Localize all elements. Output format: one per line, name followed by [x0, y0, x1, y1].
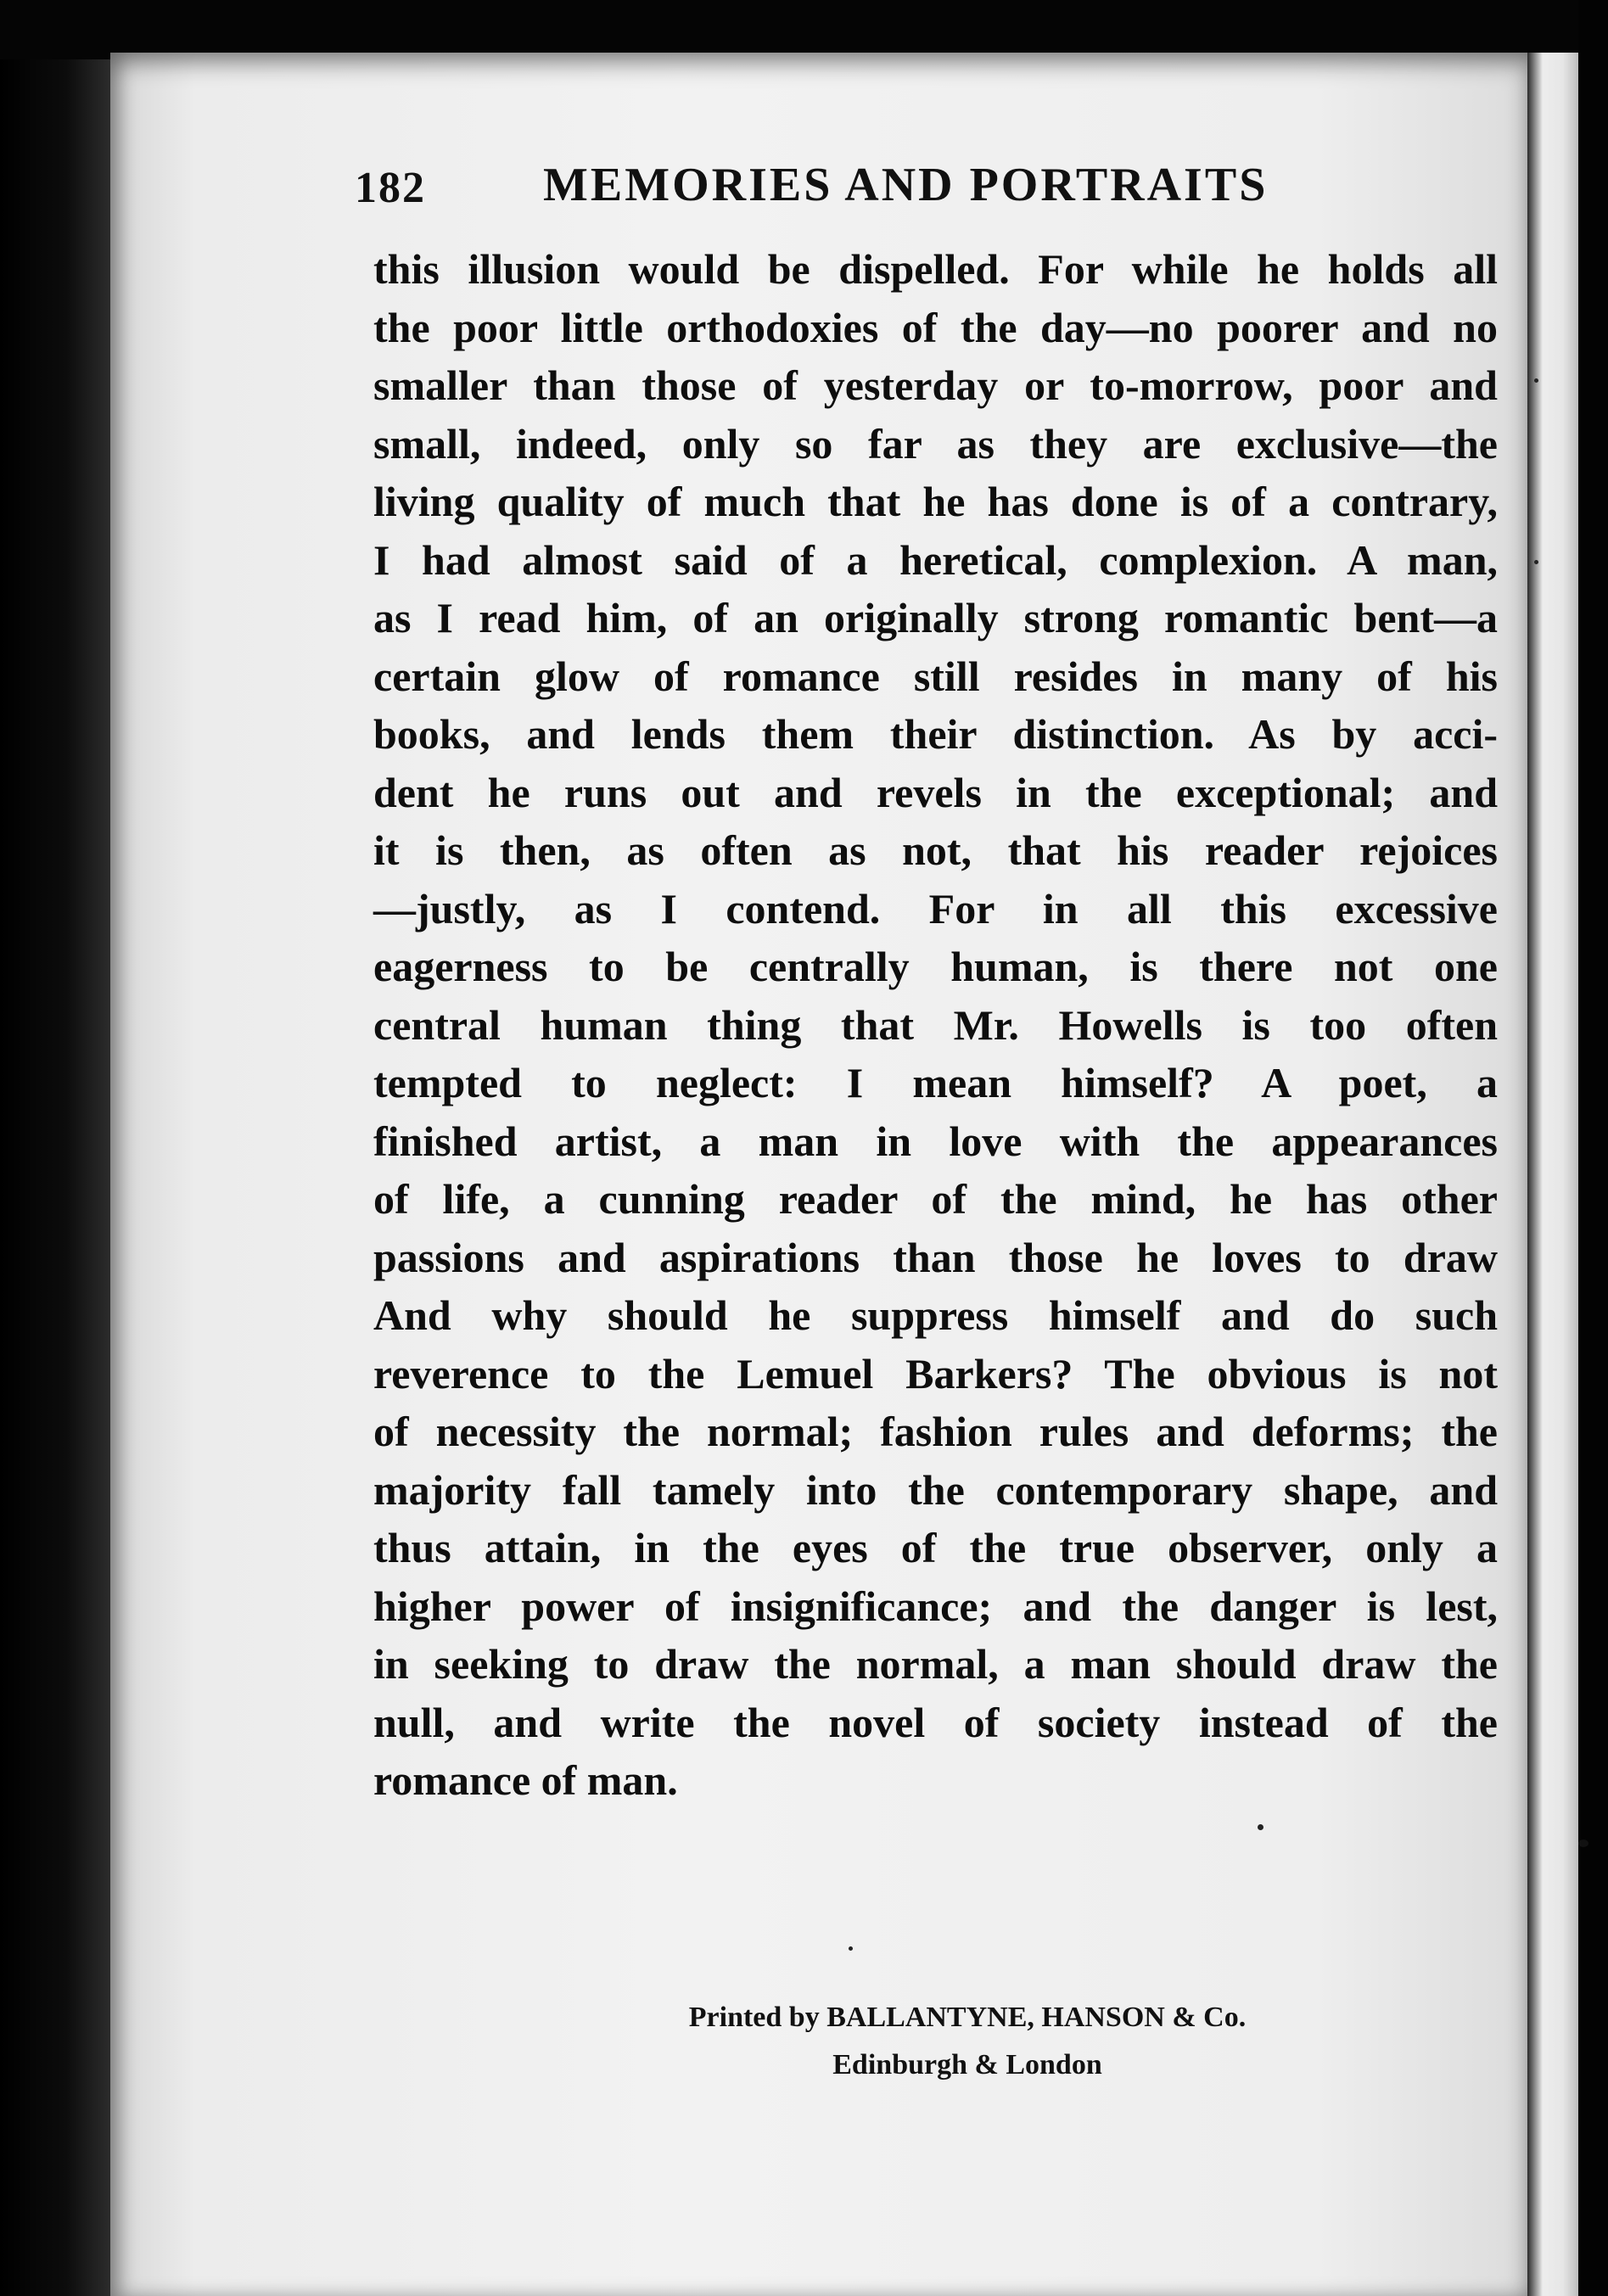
imprint-place: Edinburgh & London [832, 2049, 1102, 2080]
text-line: thus attain, in the eyes of the true observer, only a [373, 1524, 1498, 1571]
left-gutter-shadow [0, 59, 110, 2296]
text-line: books, and lends them their distinction. As by acci- [373, 710, 1498, 758]
text-line: null, and write the novel of society instead of the [373, 1698, 1498, 1746]
body-text [373, 240, 1498, 1810]
printer-imprint [594, 1994, 1341, 2089]
scan-speck [1258, 1824, 1263, 1830]
scan-speck [1534, 560, 1538, 564]
text-line: finished artist, a man in love with the appearances [373, 1117, 1498, 1165]
text-line: in seeking to draw the normal, a man should draw the [373, 1640, 1498, 1688]
page-header [355, 158, 1314, 226]
text-line: And why should he suppress himself and do such [373, 1291, 1498, 1339]
text-line: tempted to neglect: I mean himself? A poet, a [373, 1059, 1498, 1106]
text-line: as I read him, of an originally strong romantic bent—a [373, 594, 1498, 641]
text-line: majority fall tamely into the contemporary shape, and [373, 1465, 1498, 1514]
page-edge-right [1527, 53, 1578, 2296]
text-line-last: romance of man. [373, 1756, 678, 1804]
text-line: dent he runs out and revels in the exceptional; and [373, 768, 1498, 816]
text-line: living quality of much that he has done is of a contrary, [373, 478, 1498, 525]
right-scan-border [1578, 0, 1608, 2296]
text-line: central human thing that Mr. Howells is too often [373, 1000, 1498, 1049]
text-line: I had almost said of a heretical, complexion. A man, [373, 535, 1498, 584]
text-line: certain glow of romance still resides in many of his [373, 652, 1498, 700]
top-scan-border [0, 0, 1608, 59]
text-line: passions and aspirations than those he loves to draw [373, 1233, 1498, 1281]
text-line: the poor little orthodoxies of the day—no poorer and no [373, 303, 1498, 351]
page-number: 182 [355, 164, 426, 212]
scan-speck [1534, 378, 1538, 383]
text-line: small, indeed, only so far as they are exclusive—the [373, 419, 1498, 468]
text-line: —justly, as I contend. For in all this excessive [373, 884, 1498, 932]
text-line: this illusion would be dispelled. For while he holds all [373, 245, 1498, 293]
text-line: smaller than those of yesterday or to-morrow, poor and [373, 361, 1498, 409]
scan-speck [849, 1946, 853, 1951]
text-line: higher power of insignificance; and the danger is lest, [373, 1582, 1498, 1630]
running-title: MEMORIES AND PORTRAITS [543, 159, 1269, 211]
text-line: reverence to the Lemuel Barkers? The obvious is not [373, 1349, 1498, 1397]
text-line: of necessity the normal; fashion rules and deforms; the [373, 1408, 1498, 1455]
imprint-printer: Printed by BALLANTYNE, HANSON & Co. [688, 2002, 1247, 2033]
text-line: eagerness to be centrally human, is there not one [373, 943, 1498, 990]
text-line: of life, a cunning reader of the mind, he has other [373, 1175, 1498, 1223]
scan-speck [1578, 1840, 1588, 1847]
text-line: it is then, as often as not, that his reader rejoices [373, 826, 1498, 874]
